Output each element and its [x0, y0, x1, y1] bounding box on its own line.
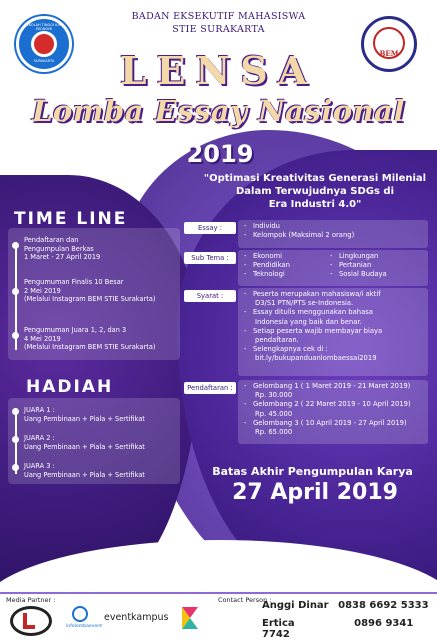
bullet: - — [244, 326, 247, 335]
requirements-list — [244, 290, 426, 364]
partner-logo-2-text: infolombaevent — [66, 624, 102, 629]
requirement-item — [244, 327, 426, 336]
timeline-item — [24, 326, 155, 352]
organizer-line-2: STIE SURAKARTA — [172, 24, 265, 35]
stie-logo-subtext: SURAKARTA — [33, 59, 55, 63]
prize-rank: JUARA 2 : — [24, 434, 55, 442]
bullet: - — [330, 261, 333, 270]
deadline-label: Batas Akhir Pengumpulan Karya — [212, 465, 413, 478]
essay-list — [244, 222, 354, 240]
registration-wave: Gelombang 3 ( 10 April 2019 - 27 April 2019) — [252, 418, 407, 427]
prize-item — [24, 406, 145, 423]
partner-logo-2 — [60, 606, 102, 634]
partner-logo-4 — [180, 605, 200, 631]
requirement-text: Selengkapnya cek di : — [252, 345, 328, 354]
requirements-label: Syarat : — [184, 290, 236, 302]
timeline-item — [24, 236, 100, 262]
timeline-dot — [12, 288, 19, 295]
timeline-item — [24, 278, 155, 304]
timeline-item-line: Pengumpulan Berkas — [24, 244, 94, 253]
event-year: 2019 — [186, 140, 254, 168]
registration-label: Pendaftaran : — [184, 382, 236, 394]
bullet: - — [244, 345, 247, 354]
prize-item — [24, 462, 145, 479]
event-title: LENSA — [119, 48, 318, 93]
prize-heading: HADIAH — [26, 377, 114, 397]
registration-fee: Rp. 30.000 — [255, 391, 293, 400]
bullet: - — [244, 270, 247, 279]
contact-person-label: Contact Person : — [218, 596, 272, 604]
requirement-item — [244, 290, 426, 299]
essay-label: Essay : — [184, 222, 236, 234]
subtheme-item: Sosial Budaya — [338, 270, 387, 279]
subtheme-col-2 — [330, 252, 387, 280]
requirement-text: pendaftaran. — [255, 336, 299, 345]
stie-logo-text: SEKOLAH TINGGI ILMU EKONOMI — [24, 23, 64, 31]
bem-logo-text: BEM — [379, 49, 399, 58]
timeline-dot — [12, 332, 19, 339]
subtheme-item: Teknologi — [252, 270, 285, 279]
timeline-item-line: (Melalui Instagram BEM STIE Surakarta) — [24, 295, 156, 303]
requirement-text: Indonesia yang baik dan benar. — [255, 317, 362, 326]
partner-logo-3: eventkampus — [104, 612, 169, 623]
essay-item — [244, 231, 354, 240]
bullet: - — [244, 222, 247, 230]
prize-rank: JUARA 1 : — [24, 406, 55, 414]
subtheme-col-1 — [244, 252, 290, 280]
registration-wave: Gelombang 2 ( 22 Maret 2019 - 10 April 2019) — [252, 400, 411, 409]
partner-logo-4-icon — [180, 605, 200, 631]
bullet: - — [244, 308, 247, 317]
timeline-item-line: 4 Mei 2019 — [24, 334, 61, 343]
prize-desc: Uang Pembinaan + Piala + Sertifikat — [24, 470, 145, 479]
theme-line-3: Era Industri 4.0" — [268, 199, 362, 210]
registration-fee: Rp. 65.000 — [255, 428, 293, 437]
timeline-item-line: Pengumuman Finalis 10 Besar — [24, 278, 124, 286]
media-partner-label: Media Partner : — [6, 596, 56, 604]
bullet: - — [244, 290, 247, 298]
requirement-text: Essay ditulis menggunakan bahasa — [252, 308, 373, 317]
organizer-line-1: BADAN EKSEKUTIF MAHASISWA — [131, 11, 306, 22]
prize-rank: JUARA 3 : — [24, 462, 55, 470]
prize-dot — [12, 464, 19, 471]
contact-2-name: Ertica — [262, 618, 295, 629]
deadline-date: 27 April 2019 — [232, 480, 398, 505]
partner-logo-1 — [10, 606, 52, 636]
subtheme-item: Pertanian — [338, 261, 372, 270]
contact-2 — [262, 618, 437, 640]
bullet: - — [244, 418, 247, 427]
bullet: - — [244, 231, 247, 240]
timeline-item-line: Pendaftaran dan — [24, 236, 79, 244]
subtheme-item: Ekonomi — [252, 252, 283, 260]
contact-1-phone: 0838 6692 5333 — [338, 600, 429, 611]
registration-list — [244, 382, 426, 437]
timeline-item-line: 1 Maret - 27 April 2019 — [24, 253, 101, 261]
event-subtitle: Lomba Essay Nasional — [32, 94, 405, 128]
partner-logo-1-mark — [23, 613, 35, 629]
bullet: - — [244, 252, 247, 260]
subtheme-label: Sub Tema : — [184, 252, 236, 264]
timeline-heading: TIME LINE — [14, 209, 128, 229]
prize-item — [24, 434, 145, 451]
contact-2-phone: 0896 9341 7742 — [262, 618, 414, 640]
requirement-item — [244, 308, 426, 317]
requirement-text: D3/S1 PTN/PTS se-Indonesia. — [255, 299, 354, 308]
event-theme — [200, 172, 430, 211]
registration-fee: Rp. 45.000 — [255, 409, 293, 418]
subtheme-item: Lingkungan — [338, 252, 379, 260]
partner-logo-2-mark — [72, 606, 88, 622]
bullet: - — [244, 382, 247, 390]
contact-1 — [262, 600, 429, 611]
prize-desc: Uang Pembinaan + Piala + Sertifikat — [24, 442, 145, 451]
timeline-dot — [12, 242, 19, 249]
bullet: - — [330, 270, 333, 279]
theme-line-2: Dalam Terwujudnya SDGs di — [236, 186, 394, 197]
registration-wave: Gelombang 1 ( 1 Maret 2019 - 21 Maret 2019) — [252, 382, 411, 390]
timeline-card — [8, 228, 180, 360]
prize-dot — [12, 408, 19, 415]
guidebook-link[interactable]: bit.ly/bukupanduanlombaessai2019 — [255, 354, 377, 363]
theme-line-1: "Optimasi Kreativitas Generasi Milenial — [203, 173, 427, 184]
prize-card — [8, 398, 180, 484]
essay-item-text: Kelompok (Maksimal 2 orang) — [252, 231, 355, 240]
requirement-item — [244, 345, 426, 354]
timeline-item-line: 2 Mei 2019 — [24, 286, 61, 295]
essay-item — [244, 222, 354, 231]
contact-1-name: Anggi Dinar — [262, 600, 329, 611]
timeline-item-line: Pengumuman Juara 1, 2, dan 3 — [24, 326, 127, 334]
requirement-text: Peserta merupakan mahasiswa/i aktif — [252, 290, 381, 298]
timeline-item-line: (Melalui Instagram BEM STIE Surakarta) — [24, 343, 156, 351]
subtheme-item: Pendidikan — [252, 261, 290, 270]
prize-desc: Uang Pembinaan + Piala + Sertifikat — [24, 414, 145, 423]
requirement-text: Setiap peserta wajib membayar biaya — [252, 326, 383, 335]
bullet: - — [244, 400, 247, 409]
bullet: - — [330, 252, 333, 260]
essay-item-text: Individu — [252, 222, 280, 230]
bullet: - — [244, 261, 247, 270]
prize-dot — [12, 436, 19, 443]
